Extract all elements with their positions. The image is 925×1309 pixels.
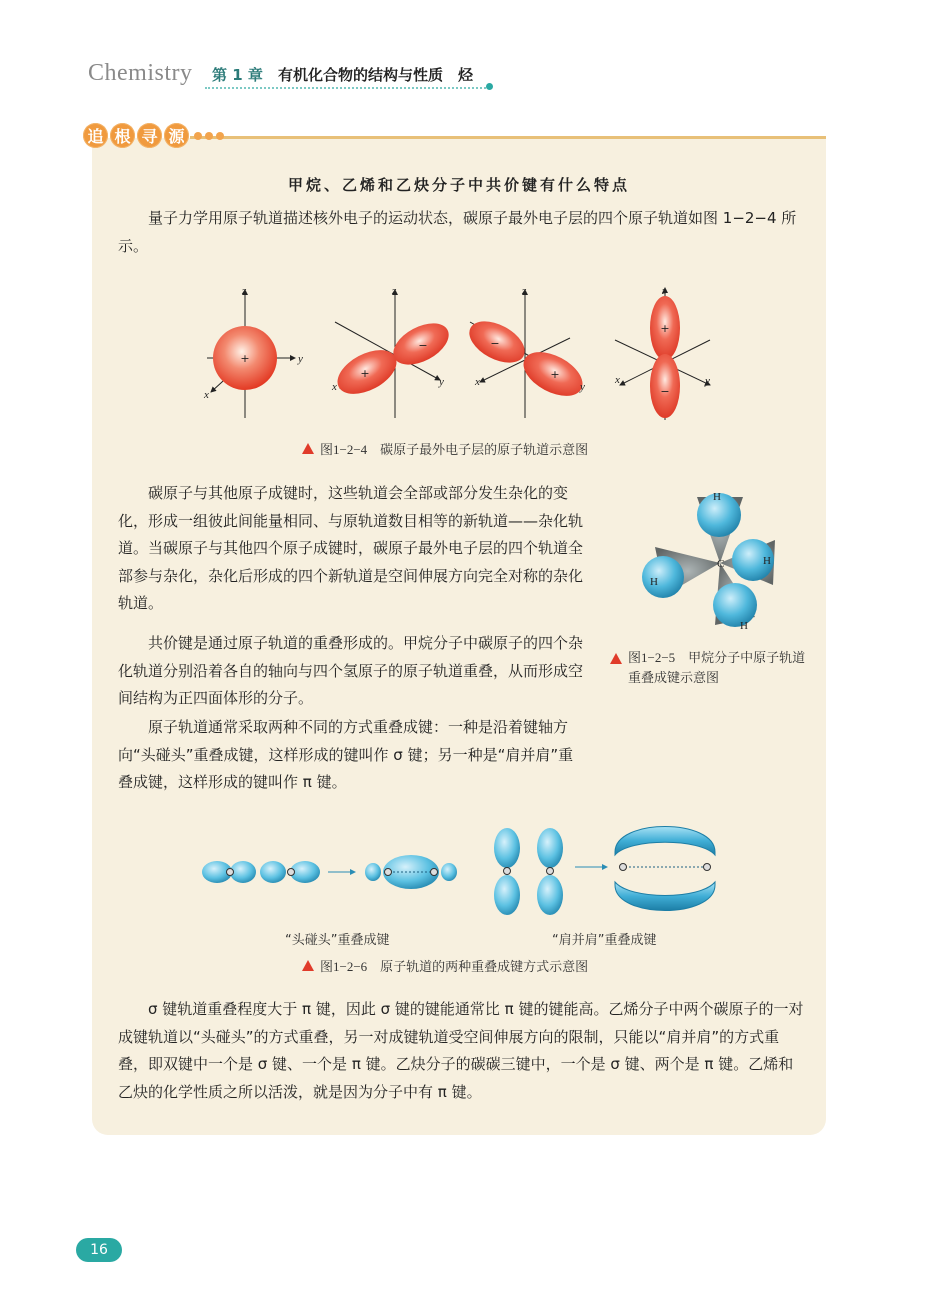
header-brand: Chemistry [88,60,193,86]
sign-plus: + [660,322,670,335]
badge-char: 寻 [137,123,162,148]
caption-triangle-icon [302,960,314,971]
hydrogen-orbital [713,583,757,627]
header-end-dot [486,83,493,90]
axis-label-y: y [580,381,585,393]
sign-minus: − [490,337,500,350]
caption-text: 图1−2−6 原子轨道的两种重叠成键方式示意图 [320,959,589,974]
hydrogen-orbital [642,556,684,598]
figure-sublabel: “头碰头”重叠成键 [285,933,390,948]
axis-label-z: z [392,285,397,297]
badge-char: 源 [164,123,189,148]
figure-caption [610,648,810,688]
sign-minus: − [660,385,670,398]
atom-label-c: C [717,558,725,570]
header-dotted-rule [205,87,490,89]
caption-text: 图1−2−5 甲烷分子中原子轨道重叠成键示意图 [628,650,806,685]
badge-char: 追 [83,123,108,148]
orbital-figure [195,280,735,430]
paragraph: 共价键是通过原子轨道的重叠形成的。甲烷分子中碳原子的四个杂化轨道分别沿着各自的轴向与四个氢原子的原子轨道重叠，从而形成空间结构为正四面体形的分子。 [118,634,584,707]
paragraph: σ 键轨道重叠程度大于 π 键，因此 σ 键的键能通常比 π 键的键能高。乙烯分子中两个碳原子的一对成键轨道以“头碰头”的方式重叠，另一对成键轨道受空间伸展方向的限制，只能以“肩并肩”的方式重叠，即双键中一个是 σ 键、一个是 π 键。乙炔分子的碳碳三键中，一个是 σ 键、两个是 π 键。乙烯和乙炔的化学性质之所以活泼，就是因为分子中有 π 键。 [118,1000,804,1101]
badge-dot [216,132,224,140]
paragraph: 碳原子与其他原子成键时，这些轨道会全部或部分发生杂化的变化，形成一组彼此间能量相同、与原轨道数目相等的新轨道——杂化轨道。当碳原子与其他四个原子成键时，碳原子最外电子层的四个轨道全部参与杂化，杂化后形成的四个新轨道是空间伸展方向完全对称的杂化轨道。 [118,484,584,612]
atom-label-h: H [713,491,721,503]
badge-char: 根 [110,123,135,148]
sign-plus: + [240,352,250,365]
caption-text: 图1−2−4 碳原子最外电子层的原子轨道示意图 [320,442,589,457]
axis-label-y: y [705,375,710,387]
axis-label-y: y [298,353,303,365]
sign-plus: + [360,367,370,380]
section-badge [83,123,224,149]
axis-label-z: z [242,285,247,297]
bond-overlap-figure [195,822,735,922]
page-number: 16 [76,1238,122,1262]
header-title: 有机化合物的结构与性质 烃 [278,66,474,84]
atom-label-h: H [650,576,658,588]
paragraph: 量子力学用原子轨道描述核外电子的运动状态，碳原子最外电子层的四个原子轨道如图 1−2−4 所示。 [118,209,797,255]
axis-label-x: x [204,389,209,401]
axis-label-y: y [439,376,444,388]
caption-triangle-icon [302,443,314,454]
section-title: 甲烷、乙烯和乙炔分子中共价键有什么特点 [287,176,630,194]
figure-caption [302,956,588,975]
atom-label-h: H [763,555,771,567]
paragraph: 原子轨道通常采取两种不同的方式重叠成键：一种是沿着键轴方向“头碰头”重叠成键，这样形成的键叫作 σ 键；另一种是“肩并肩”重叠成键，这样形成的键叫作 π 键。 [118,718,574,791]
axis-label-x: x [332,381,337,393]
axis-label-z: z [522,285,527,297]
figure-caption [302,439,588,458]
axis-label-z: z [662,285,667,297]
panel-top-rule [190,136,826,139]
axis-label-x: x [475,376,480,388]
figure-sublabel: “肩并肩”重叠成键 [552,933,657,948]
badge-dot [205,132,213,140]
axis-label-x: x [615,374,620,386]
badge-dot [194,132,202,140]
sign-minus: − [418,339,428,352]
atom-label-h: H [740,620,748,632]
methane-figure [635,485,785,635]
header-chapter: 第 1 章 [212,66,263,84]
sign-plus: + [550,368,560,381]
caption-triangle-icon [610,653,622,664]
